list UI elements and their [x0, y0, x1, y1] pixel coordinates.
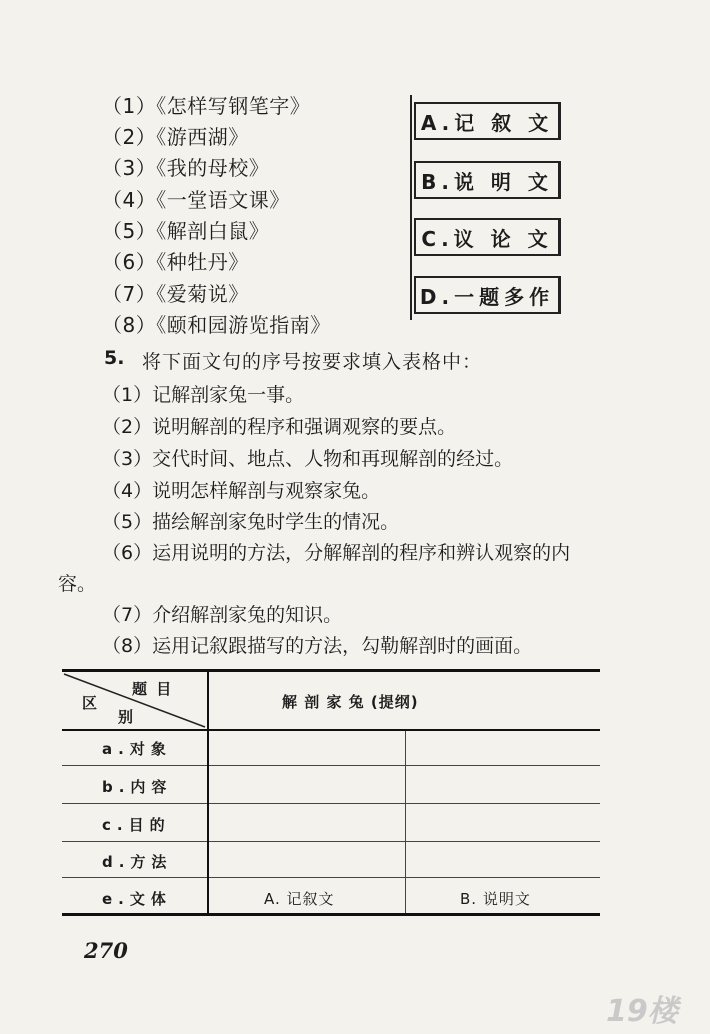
question-item: （5）描绘解剖家兔时学生的情况。 — [102, 511, 400, 533]
row-label-content: b.内容 — [102, 778, 173, 796]
row-rule — [62, 765, 600, 766]
row-rule — [62, 841, 600, 842]
title-item: （5）《解剖白鼠》 — [102, 219, 270, 243]
watermark-logo: 19楼 — [606, 994, 678, 1029]
row-rule — [62, 803, 600, 804]
corner-bottom-label: 别 — [118, 708, 140, 726]
title-item: （1）《怎样写钢笔字》 — [102, 94, 311, 118]
table-bottom-rule — [62, 913, 600, 916]
page-number: 270 — [84, 938, 128, 963]
corner-top-label: 题 目 — [132, 680, 174, 698]
table-header-rule — [62, 729, 600, 731]
genre-box: A.记 叙 文 — [414, 102, 561, 140]
row-rule — [62, 877, 600, 878]
title-item: （7）《爱菊说》 — [102, 282, 249, 306]
title-item: （8）《颐和园游览指南》 — [102, 313, 331, 337]
row-label-method: d.方法 — [102, 853, 173, 871]
table-header: 解 剖 家 兔 (提纲) — [282, 693, 419, 711]
title-item: （2）《游西湖》 — [102, 125, 249, 149]
genre-box: C.议 论 文 — [414, 218, 561, 256]
column-rule — [207, 672, 209, 913]
genre-box: B.说 明 文 — [414, 161, 561, 199]
genre-cell-left: A. 记叙文 — [264, 890, 335, 908]
row-label-purpose: c.目的 — [102, 816, 171, 834]
question-item: （2）说明解剖的程序和强调观察的要点。 — [102, 416, 457, 438]
question-item: （1）记解剖家兔一事。 — [102, 384, 305, 406]
question-item: （3）交代时间、地点、人物和再现解剖的经过。 — [102, 448, 514, 470]
column-rule — [405, 731, 406, 913]
genre-cell-right: B. 说明文 — [460, 890, 531, 908]
question-item: （6）运用说明的方法，分解解剖的程序和辨认观察的内 — [102, 542, 571, 564]
row-label-object: a.对象 — [102, 740, 172, 758]
title-item: （4）《一堂语文课》 — [102, 188, 290, 212]
question-item: （4）说明怎样解剖与观察家兔。 — [102, 480, 381, 502]
bracket-line — [410, 95, 412, 320]
row-label-genre: e.文体 — [102, 890, 172, 908]
question-item: （7）介绍解剖家兔的知识。 — [102, 604, 343, 626]
title-item: （6）《种牡丹》 — [102, 250, 249, 274]
genre-box: D.一题多作 — [414, 276, 561, 314]
title-item: （3）《我的母校》 — [102, 156, 270, 180]
question-item: （8）运用记叙跟描写的方法，勾勒解剖时的画面。 — [102, 635, 533, 657]
question-number: 5. — [104, 347, 125, 369]
corner-left-label: 区 — [82, 694, 104, 712]
question-prompt: 将下面文句的序号按要求填入表格中： — [142, 351, 483, 373]
question-item-continuation: 容。 — [58, 573, 97, 595]
